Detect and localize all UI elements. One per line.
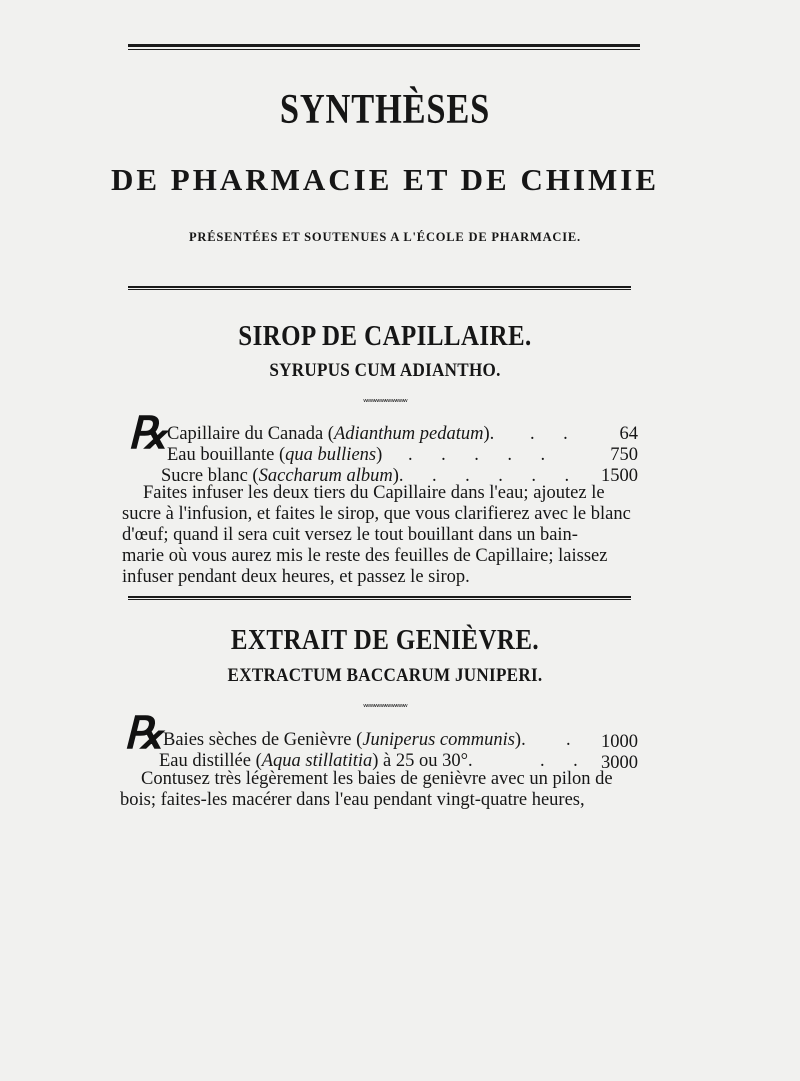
ingredient-quantity: 64 <box>619 424 638 444</box>
presented-line: PRÉSENTÉES ET SOUTENUES A L'ÉCOLE DE PHARMACIE. <box>189 230 581 244</box>
instruction-line: sucre à l'infusion, et faites le sirop, que vous clarifierez avec le blanc <box>122 504 631 524</box>
ingredient-line <box>167 446 382 465</box>
leader-dots: . . . . . <box>432 466 572 486</box>
ingredient-latin: qua bulliens <box>285 445 377 465</box>
leader-dots: . . . . . <box>408 445 548 465</box>
ingredient-quantity: 1000 <box>601 732 638 752</box>
ingredient-line <box>163 731 526 750</box>
instructions-paragraph <box>122 483 638 588</box>
ingredient-latin: Juniperus communis <box>362 730 515 750</box>
section-latin-title: EXTRACTUM BACCARUM JUNIPERI. <box>227 665 543 686</box>
section-divider <box>128 596 631 600</box>
ingredient-quantity: 3000 <box>601 753 638 773</box>
ingredient-latin: Saccharum album <box>258 466 393 486</box>
ornament: ʷʷʷʷʷʷʷʷʷʷʷʷ <box>363 703 407 713</box>
section-title: SIROP DE CAPILLAIRE. <box>238 320 532 352</box>
section-title: EXTRAIT DE GENIÈVRE. <box>230 624 540 656</box>
ornament: ʷʷʷʷʷʷʷʷʷʷʷʷ <box>363 398 407 408</box>
instructions-paragraph <box>120 769 638 811</box>
ingredient-latin: Adianthum pedatum <box>333 424 484 444</box>
ingredient-quantity: 750 <box>610 445 638 465</box>
ingredient-name: Eau distillée ( <box>159 751 262 771</box>
ingredient-name: Eau bouillante ( <box>167 445 286 465</box>
leader-dots: . <box>566 730 573 750</box>
instruction-line: marie où vous aurez mis le reste des feuilles de Capillaire; laissez <box>122 546 608 566</box>
ingredient-close: ). <box>392 466 404 486</box>
ingredient-quantity: 1500 <box>601 466 638 486</box>
recipe-symbol: ℞ <box>128 409 168 458</box>
ingredient-close: ) à 25 ou 30°. <box>372 751 473 771</box>
section-divider <box>128 286 631 290</box>
leader-dots: . . <box>530 424 570 444</box>
ingredient-line <box>167 425 494 444</box>
ingredient-name: Baies sèches de Genièvre ( <box>163 730 363 750</box>
ingredient-name: Capillaire du Canada ( <box>167 424 334 444</box>
page-subtitle: DE PHARMACIE ET DE CHIMIE <box>110 162 660 197</box>
ingredient-name: Sucre blanc ( <box>161 466 259 486</box>
ingredient-line <box>159 752 473 771</box>
section-latin-title: SYRUPUS CUM ADIANTHO. <box>269 360 501 381</box>
ingredient-close: ). <box>483 424 495 444</box>
recipe-symbol: ℞ <box>124 709 164 758</box>
instruction-line: d'œuf; quand il sera cuit versez le tout bouillant dans un bain- <box>122 525 578 545</box>
ingredient-close: ) <box>376 445 383 465</box>
ingredient-latin: Aqua stillatitia <box>261 751 373 771</box>
page-title: SYNTHÈSES <box>279 87 491 133</box>
top-double-rule <box>128 44 640 50</box>
instruction-line: bois; faites-les macérer dans l'eau pendant vingt-quatre heures, <box>120 790 585 810</box>
instruction-line: Faites infuser les deux tiers du Capillaire dans l'eau; ajoutez le <box>143 483 605 503</box>
leader-dots: . . <box>540 751 580 771</box>
instruction-line: Contusez très légèrement les baies de genièvre avec un pilon de <box>141 769 613 789</box>
ingredient-close: ). <box>514 730 526 750</box>
instruction-line: infuser pendant deux heures, et passez le sirop. <box>122 567 470 587</box>
